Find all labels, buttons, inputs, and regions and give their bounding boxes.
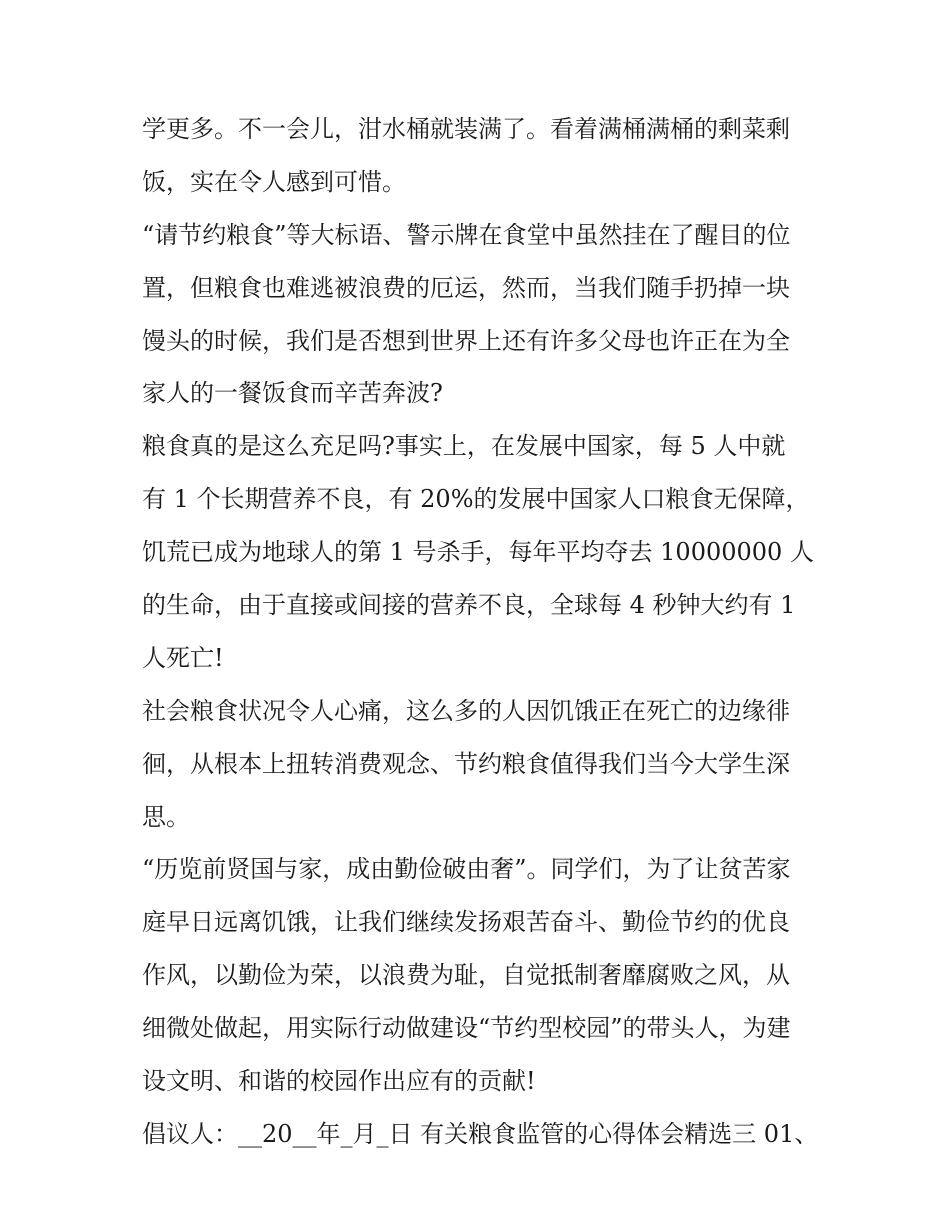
text-line-8: 有 1 个长期营养不良，有 20%的发展中国家人口粮食无保障， [142,485,810,514]
text-line-2: 饭，实在令人感到可惜。 [142,167,406,196]
text-line-19: 设文明、和谐的校园作出应有的贡献! [142,1067,536,1096]
text-line-14: 思。 [142,802,190,831]
text-line-5: 馒头的时候，我们是否想到世界上还有许多父母也许正在为全 [142,326,790,355]
text-line-20: 倡议人：__20__年_月_日 有关粮食监管的心得体会精选三 01、 [142,1119,819,1148]
body-text [142,103,822,1161]
text-line-17: 作风，以勤俭为荣，以浪费为耻，自觉抵制奢靡腐败之风，从 [142,961,790,990]
text-line-11: 人死亡! [142,643,224,672]
text-line-6: 家人的一餐饭食而辛苦奔波? [142,379,443,408]
text-line-3: “请节约粮食”等大标语、警示牌在食堂中虽然挂在了醒目的位 [142,220,791,249]
text-line-9: 饥荒已成为地球人的第 1 号杀手，每年平均夺去 10000000 人 [142,538,814,567]
text-line-12: 社会粮食状况令人心痛，这么多的人因饥饿正在死亡的边缘徘 [142,696,790,725]
text-line-7: 粮食真的是这么充足吗?事实上，在发展中国家，每 5 人中就 [142,432,786,461]
text-line-15: “历览前贤国与家，成由勤俭破由奢”。同学们，为了让贫苦家 [142,855,791,884]
text-line-4: 置，但粮食也难逃被浪费的厄运，然而，当我们随手扔掉一块 [142,273,790,302]
text-line-1: 学更多。不一会儿，泔水桶就装满了。看着满桶满桶的剩菜剩 [142,115,790,143]
text-line-13: 徊，从根本上扭转消费观念、节约粮食值得我们当今大学生深 [142,749,790,778]
text-line-16: 庭早日远离饥饿，让我们继续发扬艰苦奋斗、勤俭节约的优良 [142,908,790,937]
text-line-10: 的生命，由于直接或间接的营养不良，全球每 4 秒钟大约有 1 [142,591,796,620]
text-line-18: 细微处做起，用实际行动做建设“节约型校园”的带头人，为建 [142,1014,791,1043]
